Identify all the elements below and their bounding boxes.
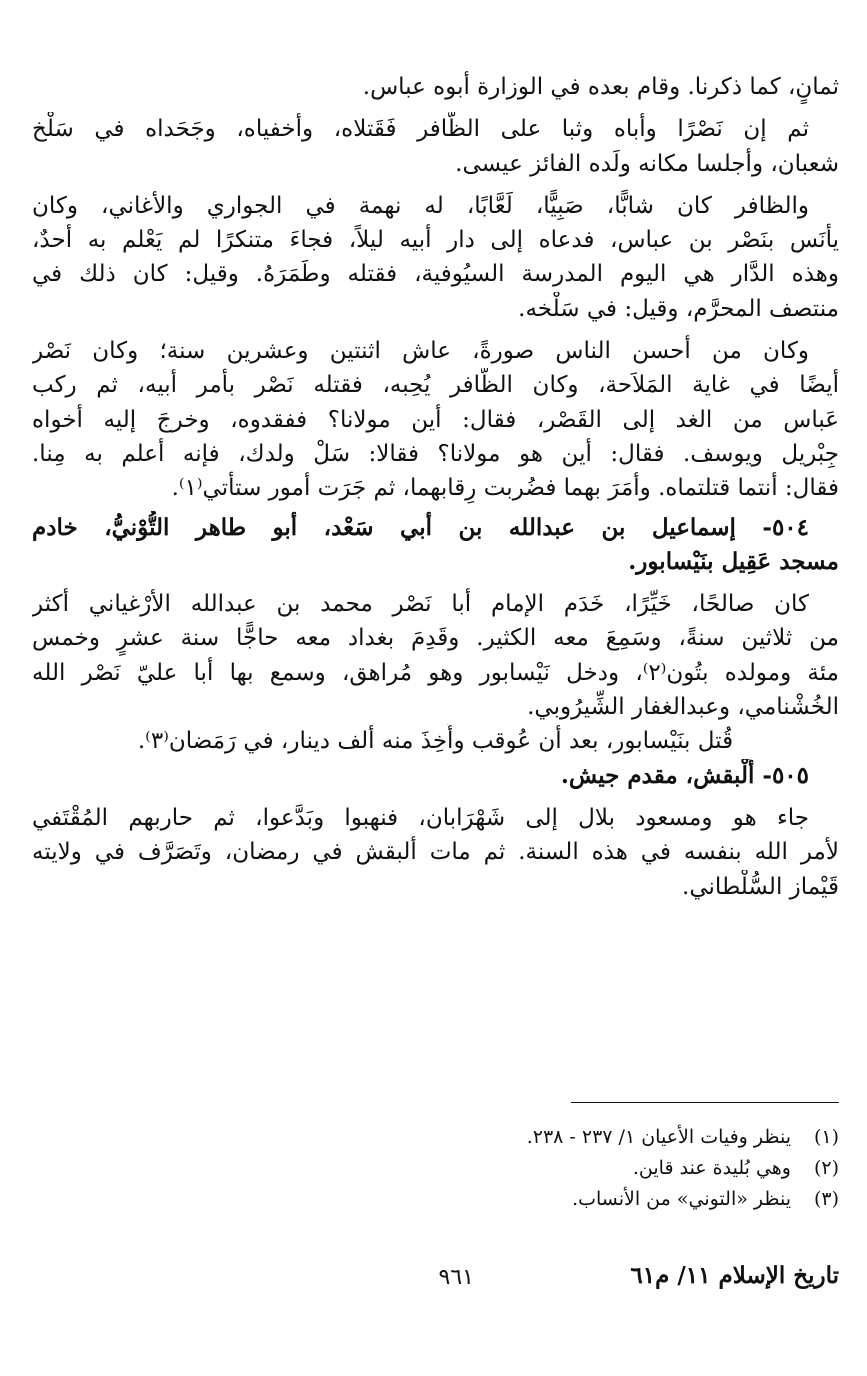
text-line: فقال: أنتما قتلتماه. وأمَرَ بهما فضُربت رِقابهما، ثم جَرَت أمور ستأتي⁽١⁾. bbox=[171, 475, 839, 502]
text-line: من ثلاثين سنةً، وسَمِعَ معه الكثير. وقَدِمَ بغداد معه حاجًّا سنة عشرٍ وخمس bbox=[32, 625, 839, 652]
text-line: جاء هو ومسعود بلال إلى شَهْرَابان، فنهبوا وبَدَّعوا، ثم حاربهم المُقْتَفي bbox=[32, 804, 809, 831]
text-line: مئة ومولده بتُون⁽٢⁾، ودخل نَيْسابور وهو مُراهق، وسمع بها أبا عليّ نَصْر الله bbox=[32, 659, 839, 686]
text-line: ثم إن نَصْرًا وأباه وثبا على الظَّافر فَقَتلاه، وأخفياه، وجَحَداه في سَلْخ bbox=[32, 116, 809, 143]
text-line: والظافر كان شابًّا، صَبِيًّا، لَعَّابًا، له نهمة في الجواري والأغاني، وكان bbox=[32, 192, 809, 219]
footnote-text: ينظر وفيات الأعيان ١/ ٢٣٧ - ٢٣٨. bbox=[526, 1126, 791, 1148]
footnote-item bbox=[32, 1153, 839, 1184]
entry-heading-505: ٥٠٥- أَلْبقش، مقدم جيش. bbox=[560, 761, 809, 789]
text-line: لأمر الله بنفسه في هذه السنة. ثم مات أَلبقش في رمضان، وتَصَرَّف في ولايته bbox=[32, 839, 839, 866]
text-line: منتصف المحرَّم، وقيل: في سَلْخه. bbox=[518, 295, 839, 322]
text-line: أيضًا في غاية المَلاَحة، وكان الظَّافر يُحِبه، فقتله نَصْر بأمر أبيه، ثم ركب bbox=[32, 372, 839, 399]
text-line: وكان من أحسن الناس صورةً، عاش اثنتين وعشرين سنة؛ وكان نَصْر bbox=[32, 338, 809, 365]
footnote-number: (١) bbox=[813, 1126, 839, 1148]
footnote-text: وهي بُليدة عند قاين. bbox=[632, 1157, 791, 1179]
entry-heading-504: ٥٠٤- إسماعيل بن عبدالله بن أبي سَعْد، أبو طاهر التُّوْنيُّ، خادم bbox=[32, 513, 809, 541]
text-line: قُتل بنَيْسابور، بعد أن عُوقب وأُخِذَ منه ألف دينار، في رَمَضان⁽٣⁾. bbox=[137, 728, 734, 755]
text-line: جِبْريل ويوسف. فقال: أين هو مولانا؟ فقالا: سَلْ ولدك، فإنه أعلم به مِنا. bbox=[32, 440, 839, 467]
footnote-number: (٢) bbox=[813, 1157, 839, 1179]
footnote-number: (٣) bbox=[813, 1188, 839, 1210]
footnote-item bbox=[32, 1184, 839, 1215]
page-footer bbox=[32, 1262, 839, 1289]
text-line: يأْنَس بنَصْر بن عباس، فدعاه إلى دار أبيه ليلاً، فجاءَ متنكرًا لم يَعْلم به أحدٌ، bbox=[32, 227, 839, 254]
text-line: عَباس من الغد إلى القَصْر، فقال: أين مولانا؟ ففقدوه، وخرجَ إليه أخواه bbox=[32, 406, 839, 433]
text-line: كان صالحًا، خَيِّرًا، خَدَم الإمام أبا نَصْر محمد بن عبدالله الأرْغياني أكثر bbox=[32, 591, 809, 618]
text-line: شعبان، وأجلسا مكانه ولَده الفائز عيسى. bbox=[455, 150, 839, 177]
entry-heading-504-cont: مسجد عَقِيل بنَيْسابور. bbox=[628, 547, 839, 575]
text-line: ثمانٍ، كما ذكرنا. وقام بعده في الوزارة أبوه عباس. bbox=[362, 74, 839, 100]
footnote-item bbox=[32, 1122, 839, 1153]
book-signature: تاريخ الإسلام ١١/ م٦١ bbox=[630, 1262, 839, 1289]
footnote-separator bbox=[571, 1102, 839, 1103]
main-text bbox=[32, 70, 839, 904]
text-line: وهذه الدَّار هي اليوم المدرسة السيُوفية، فقتله وطَمَرَهُ. وقيل: كان ذلك في bbox=[32, 261, 839, 288]
text-line: الخُشْنامي، وعبدالغفار الشِّيرُوبي. bbox=[527, 694, 839, 721]
footnotes bbox=[32, 1122, 839, 1215]
text-line: قَيْماز السُّلْطاني. bbox=[682, 873, 839, 900]
page-number: ٩٦١ bbox=[438, 1265, 474, 1290]
footnote-text: ينظر «التوني» من الأنساب. bbox=[572, 1188, 791, 1210]
